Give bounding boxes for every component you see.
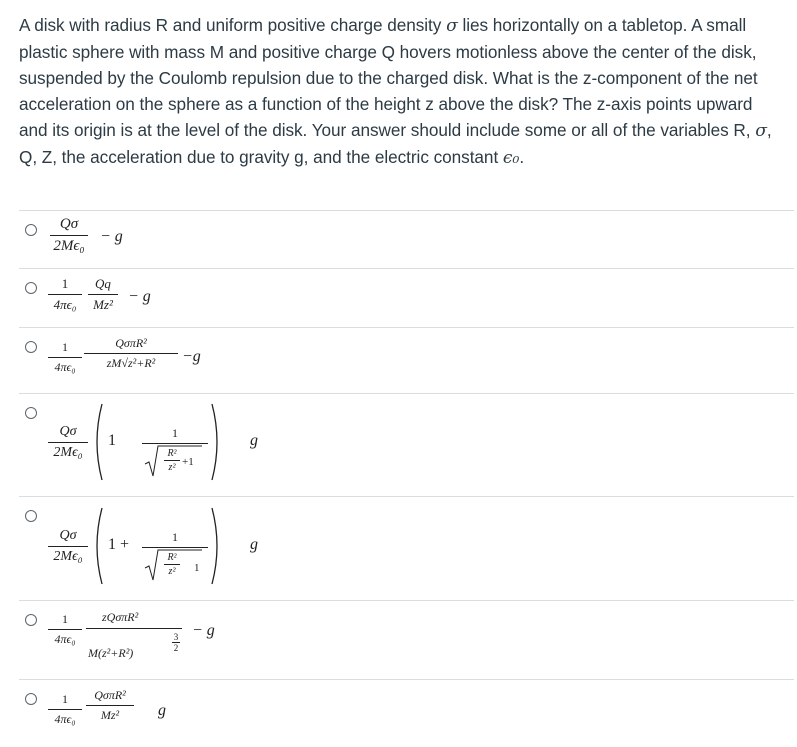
sigma-symbol: σ bbox=[446, 16, 458, 36]
main-numerator: zQσπR² bbox=[102, 610, 139, 624]
answer-e-expression[interactable] bbox=[48, 504, 278, 594]
answer-c-radio[interactable] bbox=[25, 341, 37, 353]
fraction-bar bbox=[50, 235, 88, 236]
tail-term: −g bbox=[182, 348, 201, 365]
fraction-bar bbox=[48, 546, 88, 547]
question-part-3: , Q, Z, the acceleration due to gravity g, and the electric constant bbox=[19, 120, 772, 167]
coefficient-fraction bbox=[48, 340, 82, 375]
fraction-bar bbox=[48, 709, 82, 710]
denominator: 2Mϵ₀ bbox=[53, 238, 85, 254]
answer-divider bbox=[19, 210, 794, 211]
fraction-bar bbox=[164, 460, 180, 461]
denominator: zM√z²+R² bbox=[106, 356, 156, 370]
question-part-1: A disk with radius R and uniform positive charge density bbox=[19, 15, 447, 35]
denominator: 2 bbox=[173, 643, 179, 653]
denominator: z² bbox=[168, 462, 176, 473]
fraction bbox=[50, 216, 88, 255]
coefficient-fraction bbox=[48, 692, 82, 727]
numerator: 1 bbox=[172, 426, 178, 440]
tail-term: g bbox=[250, 432, 258, 449]
denominator: 4πϵ₀ bbox=[54, 632, 76, 646]
left-parenthesis bbox=[90, 402, 104, 482]
main-fraction bbox=[86, 688, 134, 723]
epsilon-symbol: ϵ₀ bbox=[502, 148, 520, 168]
answer-divider bbox=[19, 327, 794, 328]
numerator: 1 bbox=[172, 530, 178, 544]
numerator: 1 bbox=[62, 612, 68, 626]
main-fraction bbox=[84, 336, 178, 371]
coefficient-fraction bbox=[48, 612, 82, 647]
numerator: 3 bbox=[173, 632, 179, 642]
answer-f-expression[interactable] bbox=[48, 608, 228, 670]
question-part-2: lies horizontally on a tabletop. A small plastic sphere with mass M and positive charge Q hovers motionless above the center of the disk, suspended by the Coulomb repulsion due to the charged disk. What is the z-component of the net acceleration on the sphere as a function of the height z above the disk? The z-axis points upward and its origin is at the level of the disk. Your answer should include some or all of the variables R, bbox=[19, 15, 758, 140]
answer-divider bbox=[19, 268, 794, 269]
main-fraction bbox=[88, 276, 118, 313]
answer-divider bbox=[19, 496, 794, 497]
answer-divider bbox=[19, 679, 794, 680]
fraction-bar bbox=[48, 442, 88, 443]
denominator: 2Mϵ₀ bbox=[53, 445, 83, 460]
answer-b-expression[interactable] bbox=[48, 276, 178, 320]
exponent-fraction bbox=[172, 632, 180, 653]
denominator: z² bbox=[168, 566, 176, 577]
denominator: Mz² bbox=[93, 297, 113, 312]
numerator: R² bbox=[167, 448, 177, 459]
question-text bbox=[19, 12, 784, 171]
answer-a-expression[interactable] bbox=[50, 216, 150, 260]
inner-lead: 1 bbox=[108, 432, 116, 449]
numerator: Qσ bbox=[59, 216, 79, 232]
tail-term: g bbox=[158, 702, 166, 719]
main-fraction-bar bbox=[86, 628, 182, 629]
numerator: Qσ bbox=[59, 528, 77, 543]
main-denominator: M(z²+R²) bbox=[88, 646, 134, 660]
question-part-4: . bbox=[519, 147, 525, 167]
inner-fraction bbox=[142, 530, 208, 550]
answer-f-radio[interactable] bbox=[25, 614, 37, 626]
radical-tail: +1 bbox=[182, 456, 194, 468]
denominator: Mz² bbox=[100, 708, 120, 722]
coefficient-fraction bbox=[48, 528, 88, 565]
inner-fraction bbox=[142, 426, 208, 446]
numerator: 1 bbox=[62, 340, 68, 354]
fraction-bar bbox=[48, 294, 82, 295]
right-parenthesis bbox=[210, 402, 224, 482]
fraction-bar bbox=[84, 353, 178, 354]
coefficient-fraction bbox=[48, 276, 82, 313]
numerator: QσπR² bbox=[94, 688, 126, 702]
tail-term: − g bbox=[128, 288, 151, 305]
fraction-bar bbox=[88, 294, 118, 295]
answer-divider bbox=[19, 393, 794, 394]
fraction-bar bbox=[164, 564, 180, 565]
answer-d-radio[interactable] bbox=[25, 407, 37, 419]
left-parenthesis bbox=[90, 506, 104, 586]
numerator: QσπR² bbox=[115, 336, 147, 350]
denominator: 2Mϵ₀ bbox=[53, 549, 83, 564]
denominator: 4πϵ₀ bbox=[53, 297, 77, 312]
tail-term: − g bbox=[100, 228, 123, 245]
answer-d-expression[interactable] bbox=[48, 400, 278, 490]
answer-c-expression[interactable] bbox=[48, 336, 218, 386]
numerator: 1 bbox=[62, 692, 68, 706]
denominator: 4πϵ₀ bbox=[54, 712, 76, 726]
tail-term: − g bbox=[192, 622, 215, 639]
numerator: Qσ bbox=[59, 424, 77, 439]
numerator: 1 bbox=[61, 276, 69, 291]
radical-fraction bbox=[164, 448, 180, 473]
answer-a-radio[interactable] bbox=[25, 224, 37, 236]
answer-g-radio[interactable] bbox=[25, 693, 37, 705]
answer-divider bbox=[19, 600, 794, 601]
tail-term: g bbox=[250, 536, 258, 553]
numerator: R² bbox=[167, 552, 177, 563]
answer-g-expression[interactable] bbox=[48, 688, 198, 738]
sigma-symbol-2: σ bbox=[755, 121, 767, 141]
inner-lead: 1 + bbox=[108, 536, 130, 553]
answer-b-radio[interactable] bbox=[25, 282, 37, 294]
answer-e-radio[interactable] bbox=[25, 510, 37, 522]
fraction-bar bbox=[48, 357, 82, 358]
coefficient-fraction bbox=[48, 424, 88, 461]
denominator: 4πϵ₀ bbox=[54, 360, 76, 374]
numerator: Qq bbox=[95, 276, 111, 291]
fraction-bar bbox=[86, 705, 134, 706]
fraction-bar bbox=[48, 629, 82, 630]
right-parenthesis bbox=[210, 506, 224, 586]
radical-fraction bbox=[164, 552, 180, 577]
radical-tail: 1 bbox=[194, 562, 200, 574]
